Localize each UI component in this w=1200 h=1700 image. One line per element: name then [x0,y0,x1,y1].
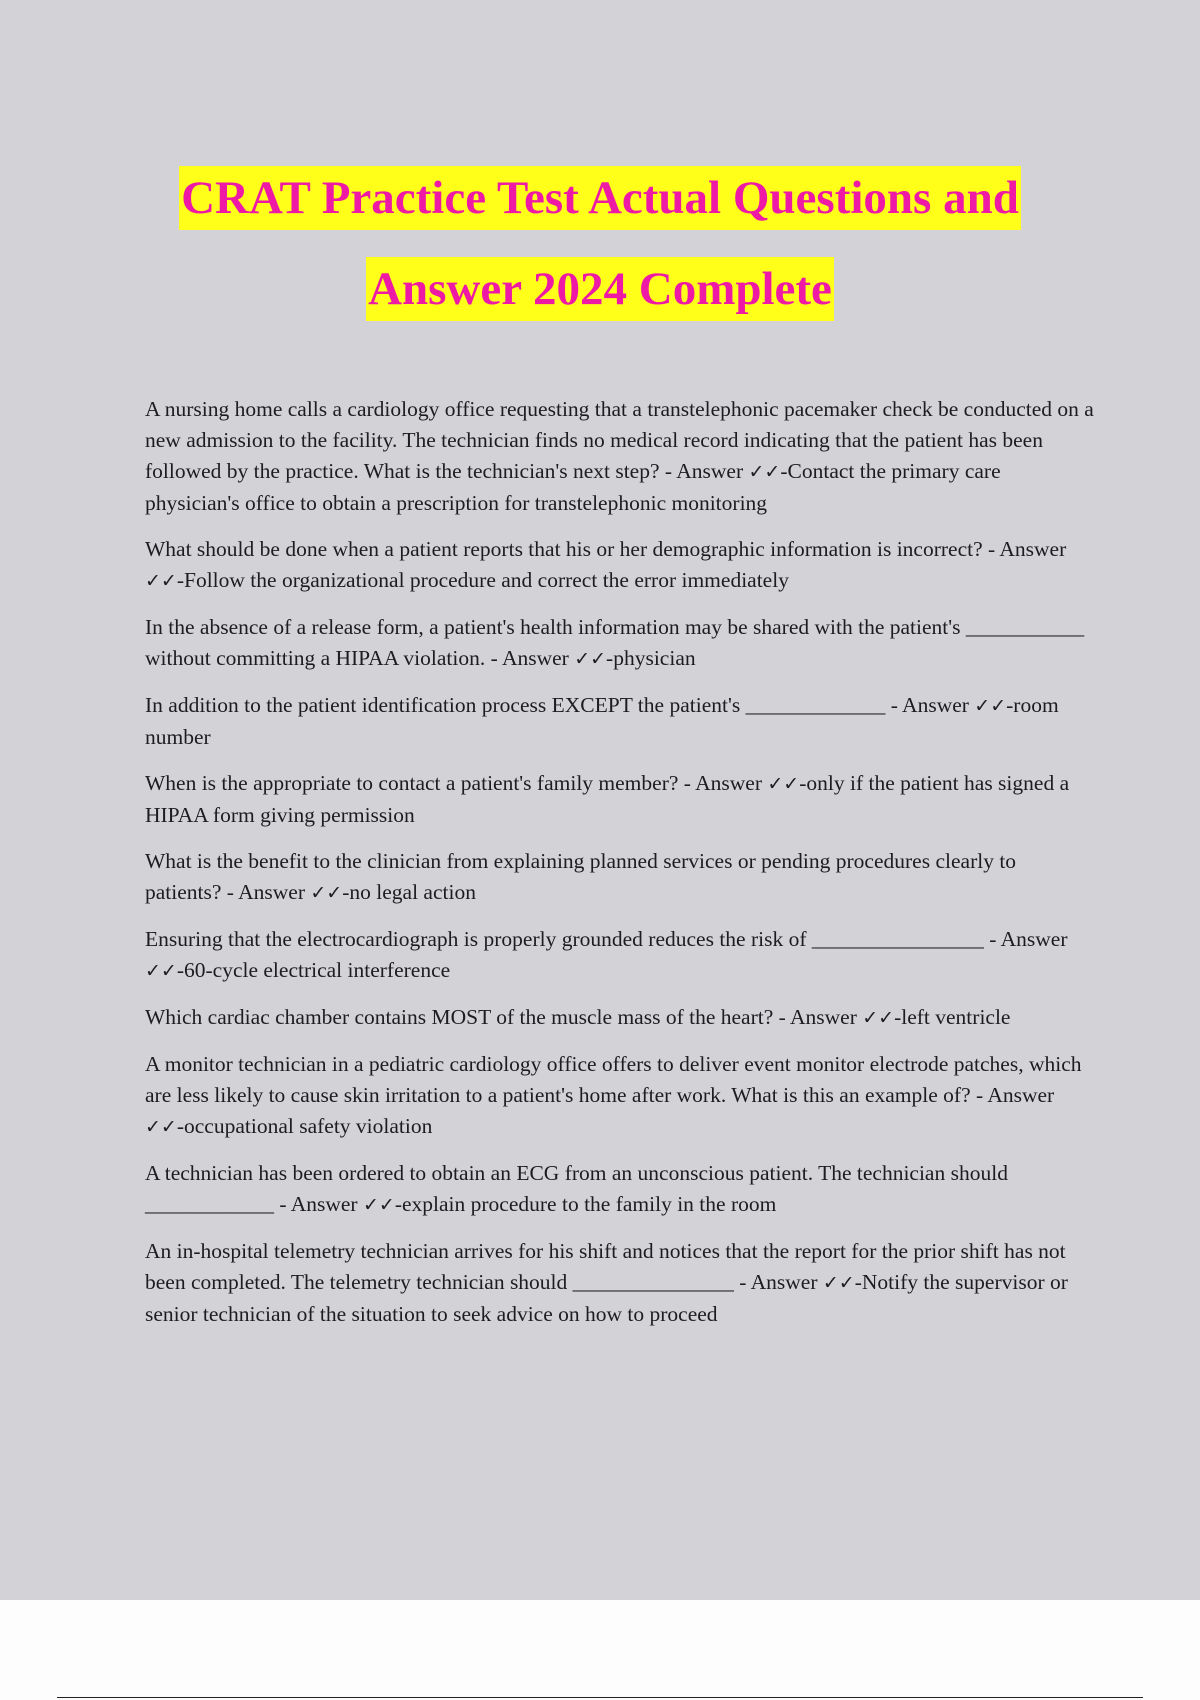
answer-text: -explain procedure to the family in the room [394,1192,777,1216]
checkmark-icon: ✓✓ [974,695,1007,717]
title-line-2: Answer 2024 Complete [366,257,834,321]
qa-item [145,1158,1095,1221]
answer-text: -occupational safety violation [176,1114,433,1138]
question-text: What is the benefit to the clinician from explaining planned services or pending procedures clearly to patients? - Answer [145,849,1017,904]
qa-item [145,534,1095,597]
question-text: Which cardiac chamber contains MOST of the muscle mass of the heart? - Answer [145,1005,863,1029]
qa-item [145,1002,1095,1034]
qa-list [145,394,1095,1345]
checkmark-icon: ✓✓ [145,570,177,592]
answer-text: -only if the patient has signed a HIPAA form giving permission [145,771,1070,827]
checkmark-icon: ✓✓ [767,773,800,795]
qa-item [145,1049,1095,1143]
checkmark-icon: ✓✓ [574,648,607,670]
title-row-2 [0,257,1200,348]
answer-text: -Contact the primary care physician's office to obtain a prescription for transtelephonic monitoring [145,459,1001,515]
qa-item [145,924,1095,987]
question-text: What should be done when a patient reports that his or her demographic information is incorrect? - Answer [145,537,1067,561]
checkmark-icon: ✓✓ [362,1194,395,1216]
qa-item [145,690,1095,753]
checkmark-icon: ✓✓ [310,882,343,904]
question-text: A technician has been ordered to obtain an ECG from an unconscious patient. The technician should ____________ - Answer [145,1161,1008,1216]
checkmark-icon: ✓✓ [748,461,781,483]
answer-text: -left ventricle [894,1005,1011,1029]
answer-text: -Notify the supervisor or senior technician of the situation to seek advice on how to proceed [145,1270,1068,1326]
checkmark-icon: ✓✓ [822,1272,855,1294]
answer-text: -60-cycle electrical interference [176,958,451,982]
document-title [0,166,1200,348]
question-text: A monitor technician in a pediatric cardiology office offers to deliver event monitor electrode patches, which are less likely to cause skin irritation to a patient's home after work. What is this an example of? - Answer [145,1052,1082,1107]
title-line-1: CRAT Practice Test Actual Questions and [179,166,1021,230]
checkmark-icon: ✓✓ [145,1116,177,1138]
qa-item [145,846,1095,909]
checkmark-icon: ✓✓ [145,960,177,982]
footer-divider [57,1697,1143,1698]
checkmark-icon: ✓✓ [862,1007,895,1029]
question-text: A nursing home calls a cardiology office requesting that a transtelephonic pacemaker check be conducted on a new admission to the facility. The technician finds no medical record indicating that the patient has been followed by the practice. What is the technician's next step? - Answer [145,397,1094,483]
question-text: In addition to the patient identification process EXCEPT the patient's _____________ - Answer [145,693,975,717]
question-text: An in-hospital telemetry technician arrives for his shift and notices that the report for the prior shift has not been completed. The telemetry technician should _______________ - Answer [145,1239,1066,1294]
title-row-1 [0,166,1200,257]
qa-item [145,612,1095,675]
answer-text: -no legal action [342,880,476,904]
answer-text: -physician [606,646,696,670]
answer-text: -room number [145,693,1059,749]
question-text: When is the appropriate to contact a patient's family member? - Answer [145,771,768,795]
answer-text: -Follow the organizational procedure and correct the error immediately [176,568,789,592]
question-text: In the absence of a release form, a patient's health information may be shared with the patient's ___________ without committing a HIPAA violation. - Answer [145,615,1085,670]
qa-item [145,394,1095,519]
question-text: Ensuring that the electrocardiograph is properly grounded reduces the risk of ________________ - Answer [145,927,1068,951]
qa-item [145,768,1095,831]
qa-item [145,1236,1095,1330]
